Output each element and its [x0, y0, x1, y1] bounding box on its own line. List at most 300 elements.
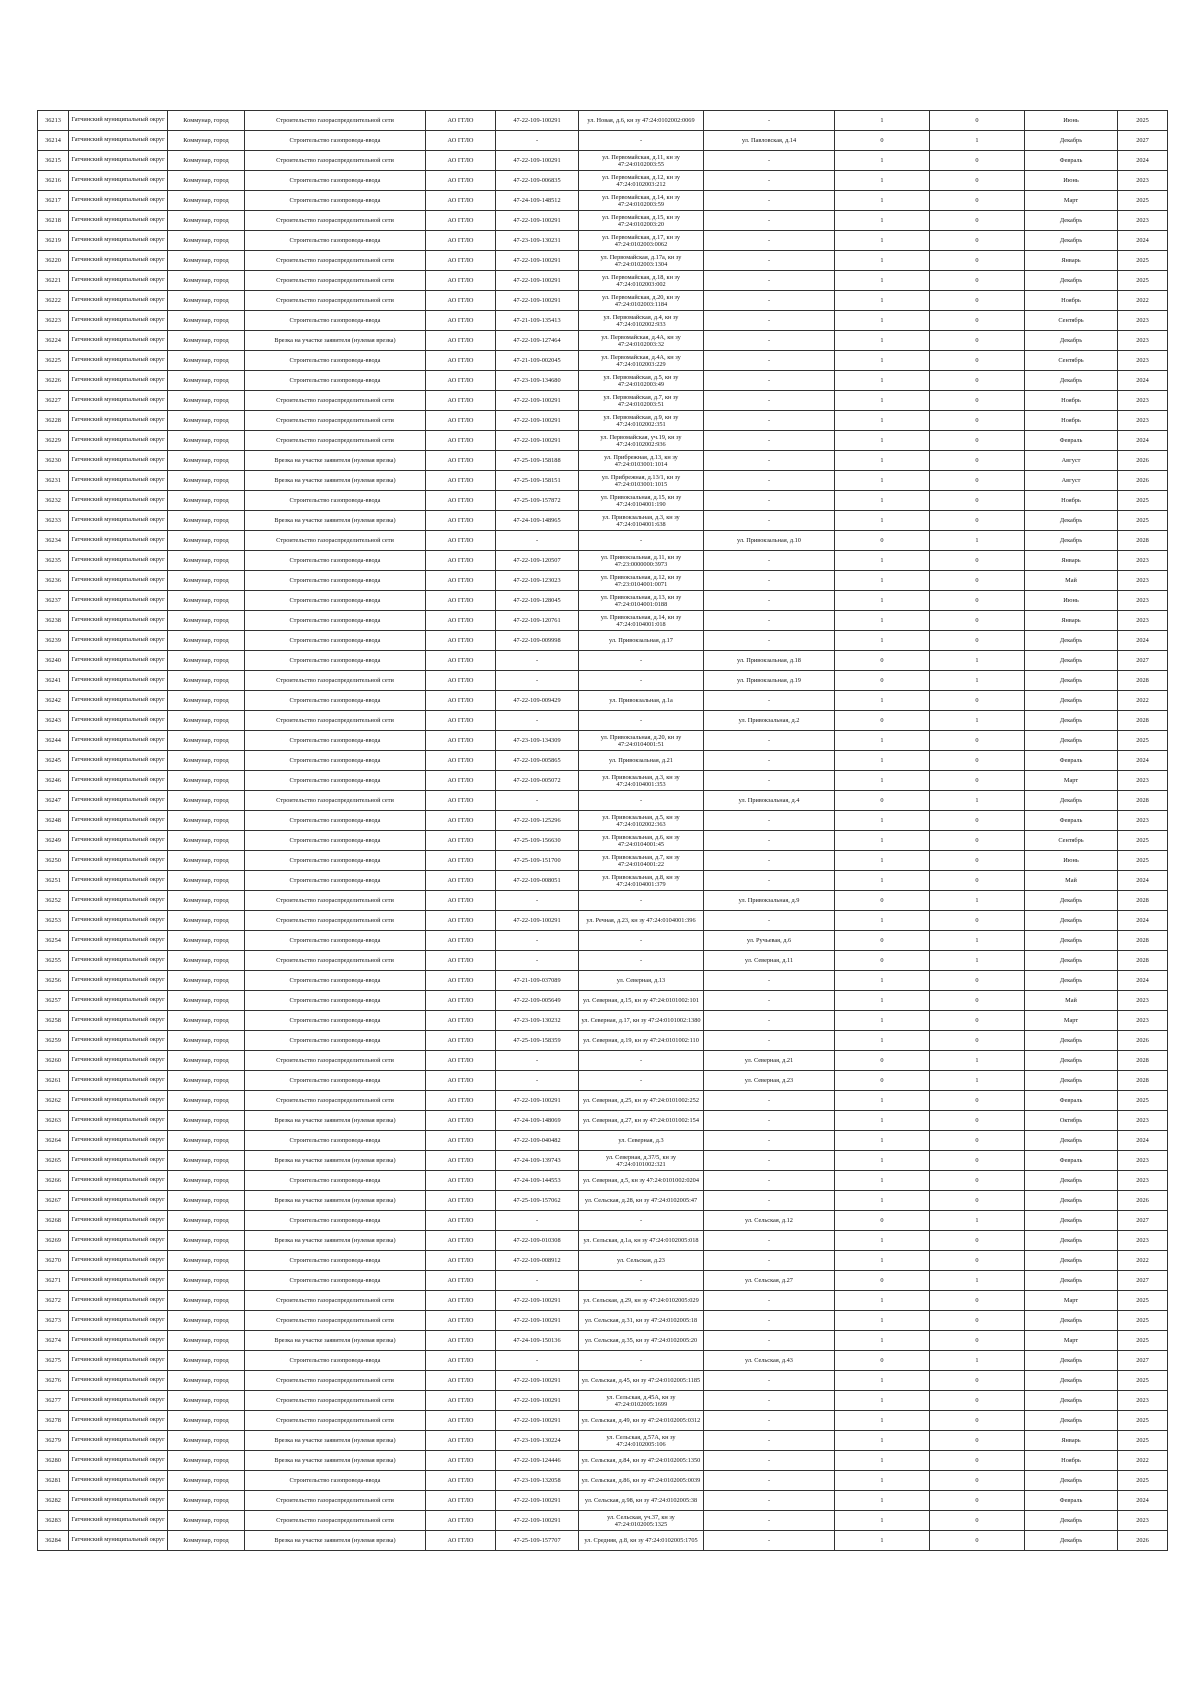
cell-row-number: 36213	[38, 111, 69, 131]
cell-year: 2028	[1118, 1071, 1168, 1091]
cell-work-type: Строительство газораспределительной сети	[245, 211, 426, 231]
cell-locality: Коммунар, город	[168, 751, 245, 771]
table-row	[38, 591, 1168, 611]
cell-row-number: 36222	[38, 291, 69, 311]
cell-year: 2026	[1118, 1031, 1168, 1051]
cell-planned-address: -	[704, 611, 835, 631]
cell-count-contracted: 1	[835, 1531, 930, 1551]
table-row	[38, 1351, 1168, 1371]
cell-count-contracted: 0	[835, 671, 930, 691]
cell-work-type: Врезка на участке заявителя (нулевая врезка)	[245, 471, 426, 491]
cell-address-cadastral: -	[579, 131, 704, 151]
cell-district: Гатчинский муниципальный округ	[69, 291, 168, 311]
cell-district: Гатчинский муниципальный округ	[69, 771, 168, 791]
cell-count-contracted: 1	[835, 591, 930, 611]
cell-application-number: 47-22-109-006835	[496, 171, 579, 191]
cell-organization: АО ГГЛО	[426, 851, 496, 871]
cell-district: Гатчинский муниципальный округ	[69, 631, 168, 651]
cell-district: Гатчинский муниципальный округ	[69, 1131, 168, 1151]
cell-row-number: 36236	[38, 571, 69, 591]
table-row	[38, 311, 1168, 331]
cell-organization: АО ГГЛО	[426, 471, 496, 491]
cell-count-contracted: 1	[835, 451, 930, 471]
table-row	[38, 791, 1168, 811]
cell-month: Декабрь	[1025, 1351, 1118, 1371]
cell-year: 2025	[1118, 111, 1168, 131]
cell-organization: АО ГГЛО	[426, 651, 496, 671]
cell-locality: Коммунар, город	[168, 1111, 245, 1131]
cell-count-planned: 1	[930, 1211, 1025, 1231]
cell-organization: АО ГГЛО	[426, 691, 496, 711]
cell-work-type: Строительство газопровода-ввода	[245, 851, 426, 871]
cell-count-planned: 0	[930, 1491, 1025, 1511]
cell-application-number: 47-22-109-123023	[496, 571, 579, 591]
cell-district: Гатчинский муниципальный округ	[69, 531, 168, 551]
cell-count-contracted: 0	[835, 1071, 930, 1091]
cell-locality: Коммунар, город	[168, 591, 245, 611]
cell-count-contracted: 1	[835, 551, 930, 571]
cell-count-contracted: 1	[835, 1291, 930, 1311]
cell-organization: АО ГГЛО	[426, 111, 496, 131]
cell-application-number: 47-22-109-100291	[496, 411, 579, 431]
cell-year: 2022	[1118, 691, 1168, 711]
cell-work-type: Строительство газопровода-ввода	[245, 1011, 426, 1031]
table-row	[38, 411, 1168, 431]
cell-address-cadastral: -	[579, 1351, 704, 1371]
cell-planned-address: -	[704, 1411, 835, 1431]
cell-count-contracted: 1	[835, 1331, 930, 1351]
cell-planned-address: -	[704, 271, 835, 291]
cell-row-number: 36264	[38, 1131, 69, 1151]
table-row	[38, 551, 1168, 571]
cell-year: 2025	[1118, 271, 1168, 291]
cell-address-cadastral: ул. Первомайская, д.5, кн зу 47:24:0102003:49	[579, 371, 704, 391]
cell-planned-address: -	[704, 251, 835, 271]
cell-month: Декабрь	[1025, 1391, 1118, 1411]
cell-count-planned: 0	[930, 971, 1025, 991]
cell-locality: Коммунар, город	[168, 1311, 245, 1331]
cell-application-number: 47-25-109-158359	[496, 1031, 579, 1051]
cell-locality: Коммунар, город	[168, 1271, 245, 1291]
cell-locality: Коммунар, город	[168, 211, 245, 231]
cell-address-cadastral: ул. Первомайская, д.4А, кн зу 47:24:0102003:229	[579, 351, 704, 371]
cell-year: 2023	[1118, 391, 1168, 411]
cell-work-type: Строительство газораспределительной сети	[245, 531, 426, 551]
cell-planned-address: ул. Привокзальная, д.2	[704, 711, 835, 731]
cell-district: Гатчинский муниципальный округ	[69, 171, 168, 191]
cell-district: Гатчинский муниципальный округ	[69, 1411, 168, 1431]
cell-count-planned: 0	[930, 251, 1025, 271]
cell-application-number: 47-25-109-151700	[496, 851, 579, 871]
cell-application-number: 47-25-109-157707	[496, 1531, 579, 1551]
cell-work-type: Строительство газопровода-ввода	[245, 571, 426, 591]
table-row	[38, 371, 1168, 391]
cell-year: 2023	[1118, 551, 1168, 571]
cell-application-number: 47-22-109-040482	[496, 1131, 579, 1151]
table-row	[38, 1111, 1168, 1131]
cell-year: 2023	[1118, 991, 1168, 1011]
cell-row-number: 36221	[38, 271, 69, 291]
cell-address-cadastral: ул. Привокзальная, д.14, кн зу 47:24:0104001:018	[579, 611, 704, 631]
cell-count-planned: 0	[930, 1311, 1025, 1331]
cell-month: Июнь	[1025, 111, 1118, 131]
cell-organization: АО ГГЛО	[426, 931, 496, 951]
cell-district: Гатчинский муниципальный округ	[69, 811, 168, 831]
cell-planned-address: -	[704, 1491, 835, 1511]
cell-row-number: 36228	[38, 411, 69, 431]
cell-work-type: Врезка на участке заявителя (нулевая врезка)	[245, 331, 426, 351]
cell-planned-address: ул. Северная, д.21	[704, 1051, 835, 1071]
cell-work-type: Строительство газораспределительной сети	[245, 951, 426, 971]
cell-organization: АО ГГЛО	[426, 631, 496, 651]
cell-address-cadastral: ул. Северная, д.17, кн зу 47:24:0101002:1380	[579, 1011, 704, 1031]
cell-month: Ноябрь	[1025, 411, 1118, 431]
cell-planned-address: -	[704, 1311, 835, 1331]
cell-year: 2024	[1118, 1131, 1168, 1151]
cell-year: 2025	[1118, 1311, 1168, 1331]
cell-application-number: 47-22-109-100291	[496, 291, 579, 311]
cell-work-type: Строительство газопровода-ввода	[245, 171, 426, 191]
cell-district: Гатчинский муниципальный округ	[69, 1431, 168, 1451]
cell-district: Гатчинский муниципальный округ	[69, 551, 168, 571]
cell-year: 2023	[1118, 1151, 1168, 1171]
cell-count-contracted: 0	[835, 1271, 930, 1291]
cell-district: Гатчинский муниципальный округ	[69, 691, 168, 711]
cell-year: 2028	[1118, 931, 1168, 951]
cell-count-planned: 0	[930, 231, 1025, 251]
cell-organization: АО ГГЛО	[426, 1211, 496, 1231]
cell-locality: Коммунар, город	[168, 1151, 245, 1171]
cell-locality: Коммунар, город	[168, 651, 245, 671]
cell-address-cadastral: -	[579, 711, 704, 731]
cell-application-number: 47-22-109-009429	[496, 691, 579, 711]
cell-work-type: Врезка на участке заявителя (нулевая врезка)	[245, 1431, 426, 1451]
cell-year: 2025	[1118, 1291, 1168, 1311]
cell-year: 2023	[1118, 1011, 1168, 1031]
cell-count-contracted: 1	[835, 331, 930, 351]
cell-count-contracted: 0	[835, 891, 930, 911]
cell-district: Гатчинский муниципальный округ	[69, 991, 168, 1011]
cell-count-contracted: 1	[835, 771, 930, 791]
cell-work-type: Строительство газопровода-ввода	[245, 1251, 426, 1271]
cell-district: Гатчинский муниципальный округ	[69, 651, 168, 671]
cell-count-planned: 1	[930, 1051, 1025, 1071]
cell-count-contracted: 1	[835, 251, 930, 271]
cell-work-type: Врезка на участке заявителя (нулевая врезка)	[245, 1151, 426, 1171]
cell-row-number: 36266	[38, 1171, 69, 1191]
cell-organization: АО ГГЛО	[426, 591, 496, 611]
cell-work-type: Строительство газораспределительной сети	[245, 891, 426, 911]
cell-month: Декабрь	[1025, 371, 1118, 391]
cell-organization: АО ГГЛО	[426, 711, 496, 731]
cell-row-number: 36280	[38, 1451, 69, 1471]
cell-application-number: 47-22-109-005865	[496, 751, 579, 771]
cell-planned-address: -	[704, 1131, 835, 1151]
cell-address-cadastral: -	[579, 651, 704, 671]
cell-count-contracted: 1	[835, 471, 930, 491]
table-row	[38, 811, 1168, 831]
cell-count-planned: 0	[930, 591, 1025, 611]
cell-address-cadastral: -	[579, 671, 704, 691]
cell-row-number: 36258	[38, 1011, 69, 1031]
cell-work-type: Строительство газораспределительной сети	[245, 1391, 426, 1411]
cell-count-contracted: 1	[835, 1131, 930, 1151]
cell-address-cadastral: -	[579, 931, 704, 951]
cell-district: Гатчинский муниципальный округ	[69, 151, 168, 171]
cell-work-type: Строительство газопровода-ввода	[245, 1471, 426, 1491]
cell-row-number: 36267	[38, 1191, 69, 1211]
cell-year: 2024	[1118, 1491, 1168, 1511]
cell-planned-address: -	[704, 511, 835, 531]
cell-locality: Коммунар, город	[168, 731, 245, 751]
table-row	[38, 1251, 1168, 1271]
cell-application-number: 47-24-109-148512	[496, 191, 579, 211]
cell-row-number: 36240	[38, 651, 69, 671]
table-row	[38, 511, 1168, 531]
cell-organization: АО ГГЛО	[426, 211, 496, 231]
cell-row-number: 36256	[38, 971, 69, 991]
cell-locality: Коммунар, город	[168, 371, 245, 391]
cell-planned-address: -	[704, 351, 835, 371]
cell-row-number: 36229	[38, 431, 69, 451]
cell-application-number: 47-22-109-100291	[496, 1511, 579, 1531]
cell-count-contracted: 1	[835, 1011, 930, 1031]
cell-work-type: Строительство газораспределительной сети	[245, 1511, 426, 1531]
cell-work-type: Врезка на участке заявителя (нулевая врезка)	[245, 1531, 426, 1551]
table-row	[38, 1331, 1168, 1351]
cell-count-contracted: 1	[835, 1511, 930, 1531]
cell-planned-address: -	[704, 691, 835, 711]
cell-address-cadastral: -	[579, 1051, 704, 1071]
cell-district: Гатчинский муниципальный округ	[69, 1191, 168, 1211]
cell-locality: Коммунар, город	[168, 1291, 245, 1311]
cell-row-number: 36233	[38, 511, 69, 531]
cell-work-type: Строительство газораспределительной сети	[245, 671, 426, 691]
cell-count-planned: 0	[930, 851, 1025, 871]
cell-district: Гатчинский муниципальный округ	[69, 1451, 168, 1471]
cell-locality: Коммунар, город	[168, 151, 245, 171]
cell-locality: Коммунар, город	[168, 1091, 245, 1111]
cell-month: Июнь	[1025, 591, 1118, 611]
cell-application-number: 47-23-109-132058	[496, 1471, 579, 1491]
cell-year: 2027	[1118, 651, 1168, 671]
table-row	[38, 1031, 1168, 1051]
cell-locality: Коммунар, город	[168, 1331, 245, 1351]
cell-row-number: 36272	[38, 1291, 69, 1311]
cell-application-number: 47-22-109-100291	[496, 431, 579, 451]
cell-row-number: 36237	[38, 591, 69, 611]
cell-planned-address: ул. Привокзальная, д.10	[704, 531, 835, 551]
cell-application-number: 47-21-109-002045	[496, 351, 579, 371]
cell-work-type: Строительство газопровода-ввода	[245, 191, 426, 211]
cell-planned-address: -	[704, 831, 835, 851]
cell-count-contracted: 1	[835, 971, 930, 991]
cell-count-contracted: 1	[835, 411, 930, 431]
cell-planned-address: -	[704, 431, 835, 451]
cell-count-contracted: 0	[835, 791, 930, 811]
cell-district: Гатчинский муниципальный округ	[69, 1331, 168, 1351]
cell-application-number: 47-22-109-120761	[496, 611, 579, 631]
cell-organization: АО ГГЛО	[426, 611, 496, 631]
cell-year: 2025	[1118, 1371, 1168, 1391]
cell-month: Февраль	[1025, 1491, 1118, 1511]
cell-row-number: 36223	[38, 311, 69, 331]
table-row	[38, 351, 1168, 371]
cell-organization: АО ГГЛО	[426, 391, 496, 411]
cell-organization: АО ГГЛО	[426, 511, 496, 531]
cell-count-planned: 1	[930, 531, 1025, 551]
cell-district: Гатчинский муниципальный округ	[69, 451, 168, 471]
cell-district: Гатчинский муниципальный округ	[69, 431, 168, 451]
table-row	[38, 1231, 1168, 1251]
cell-planned-address: -	[704, 1031, 835, 1051]
cell-organization: АО ГГЛО	[426, 1371, 496, 1391]
table-row	[38, 1491, 1168, 1511]
cell-year: 2028	[1118, 1051, 1168, 1071]
cell-count-planned: 0	[930, 1371, 1025, 1391]
cell-month: Июнь	[1025, 171, 1118, 191]
cell-locality: Коммунар, город	[168, 331, 245, 351]
cell-locality: Коммунар, город	[168, 691, 245, 711]
cell-planned-address: -	[704, 971, 835, 991]
cell-address-cadastral: ул. Привокзальная, д.13, кн зу 47:24:0104001:0188	[579, 591, 704, 611]
cell-count-planned: 0	[930, 111, 1025, 131]
cell-application-number: 47-22-109-100291	[496, 251, 579, 271]
table-row	[38, 851, 1168, 871]
cell-planned-address: -	[704, 1011, 835, 1031]
cell-count-contracted: 1	[835, 751, 930, 771]
cell-count-planned: 0	[930, 811, 1025, 831]
cell-count-contracted: 1	[835, 871, 930, 891]
cell-count-planned: 0	[930, 1451, 1025, 1471]
table-row	[38, 631, 1168, 651]
cell-district: Гатчинский муниципальный округ	[69, 731, 168, 751]
cell-district: Гатчинский муниципальный округ	[69, 871, 168, 891]
cell-year: 2025	[1118, 1331, 1168, 1351]
cell-district: Гатчинский муниципальный округ	[69, 271, 168, 291]
cell-year: 2027	[1118, 131, 1168, 151]
cell-district: Гатчинский муниципальный округ	[69, 1511, 168, 1531]
cell-organization: АО ГГЛО	[426, 1031, 496, 1051]
cell-locality: Коммунар, город	[168, 511, 245, 531]
cell-count-contracted: 1	[835, 371, 930, 391]
cell-count-planned: 0	[930, 1111, 1025, 1131]
cell-year: 2024	[1118, 871, 1168, 891]
cell-address-cadastral: ул. Северная, д.13	[579, 971, 704, 991]
cell-locality: Коммунар, город	[168, 831, 245, 851]
cell-locality: Коммунар, город	[168, 811, 245, 831]
cell-work-type: Врезка на участке заявителя (нулевая врезка)	[245, 511, 426, 531]
cell-row-number: 36245	[38, 751, 69, 771]
cell-month: Январь	[1025, 551, 1118, 571]
cell-row-number: 36260	[38, 1051, 69, 1071]
table-row	[38, 471, 1168, 491]
cell-count-planned: 0	[930, 471, 1025, 491]
cell-count-contracted: 1	[835, 631, 930, 651]
cell-count-planned: 0	[930, 731, 1025, 751]
cell-count-planned: 0	[930, 491, 1025, 511]
cell-district: Гатчинский муниципальный округ	[69, 831, 168, 851]
cell-count-planned: 1	[930, 671, 1025, 691]
cell-work-type: Строительство газопровода-ввода	[245, 631, 426, 651]
cell-district: Гатчинский муниципальный округ	[69, 1531, 168, 1551]
cell-count-contracted: 0	[835, 951, 930, 971]
cell-count-contracted: 1	[835, 171, 930, 191]
cell-row-number: 36275	[38, 1351, 69, 1371]
cell-application-number: -	[496, 711, 579, 731]
cell-district: Гатчинский муниципальный округ	[69, 591, 168, 611]
cell-district: Гатчинский муниципальный округ	[69, 791, 168, 811]
table-row	[38, 331, 1168, 351]
cell-count-planned: 0	[930, 631, 1025, 651]
cell-organization: АО ГГЛО	[426, 891, 496, 911]
cell-month: Декабрь	[1025, 791, 1118, 811]
cell-year: 2025	[1118, 191, 1168, 211]
cell-year: 2028	[1118, 531, 1168, 551]
cell-address-cadastral: -	[579, 531, 704, 551]
cell-month: Декабрь	[1025, 711, 1118, 731]
cell-row-number: 36248	[38, 811, 69, 831]
cell-count-contracted: 1	[835, 1451, 930, 1471]
table-row	[38, 1071, 1168, 1091]
cell-work-type: Строительство газопровода-ввода	[245, 1351, 426, 1371]
cell-organization: АО ГГЛО	[426, 791, 496, 811]
table-row	[38, 1011, 1168, 1031]
table-row	[38, 1171, 1168, 1191]
cell-count-planned: 1	[930, 951, 1025, 971]
cell-work-type: Строительство газораспределительной сети	[245, 791, 426, 811]
cell-month: Май	[1025, 991, 1118, 1011]
cell-month: Март	[1025, 771, 1118, 791]
cell-row-number: 36262	[38, 1091, 69, 1111]
cell-year: 2027	[1118, 1271, 1168, 1291]
cell-count-planned: 0	[930, 551, 1025, 571]
cell-application-number: 47-23-109-130224	[496, 1431, 579, 1451]
cell-month: Декабрь	[1025, 971, 1118, 991]
cell-locality: Коммунар, город	[168, 1451, 245, 1471]
table-row	[38, 671, 1168, 691]
cell-planned-address: -	[704, 471, 835, 491]
cell-month: Декабрь	[1025, 1191, 1118, 1211]
cell-row-number: 36281	[38, 1471, 69, 1491]
cell-row-number: 36215	[38, 151, 69, 171]
cell-district: Гатчинский муниципальный округ	[69, 491, 168, 511]
cell-planned-address: ул. Сельская, д.43	[704, 1351, 835, 1371]
cell-locality: Коммунар, город	[168, 1531, 245, 1551]
cell-district: Гатчинский муниципальный округ	[69, 1491, 168, 1511]
cell-application-number: 47-25-109-158151	[496, 471, 579, 491]
cell-organization: АО ГГЛО	[426, 171, 496, 191]
cell-count-planned: 0	[930, 511, 1025, 531]
gasification-register-table	[37, 110, 1168, 1551]
cell-address-cadastral: ул. Сельская, д.23	[579, 1251, 704, 1271]
cell-count-planned: 0	[930, 751, 1025, 771]
table-row	[38, 1471, 1168, 1491]
cell-row-number: 36217	[38, 191, 69, 211]
cell-organization: АО ГГЛО	[426, 1071, 496, 1091]
cell-count-planned: 1	[930, 1071, 1025, 1091]
cell-locality: Коммунар, город	[168, 1351, 245, 1371]
cell-application-number: 47-22-109-127464	[496, 331, 579, 351]
cell-month: Август	[1025, 451, 1118, 471]
cell-planned-address: -	[704, 1371, 835, 1391]
cell-organization: АО ГГЛО	[426, 1471, 496, 1491]
cell-locality: Коммунар, город	[168, 1411, 245, 1431]
cell-application-number: 47-22-109-100291	[496, 211, 579, 231]
cell-application-number: 47-22-109-125296	[496, 811, 579, 831]
cell-district: Гатчинский муниципальный округ	[69, 1091, 168, 1111]
cell-application-number: 47-24-109-150136	[496, 1331, 579, 1351]
